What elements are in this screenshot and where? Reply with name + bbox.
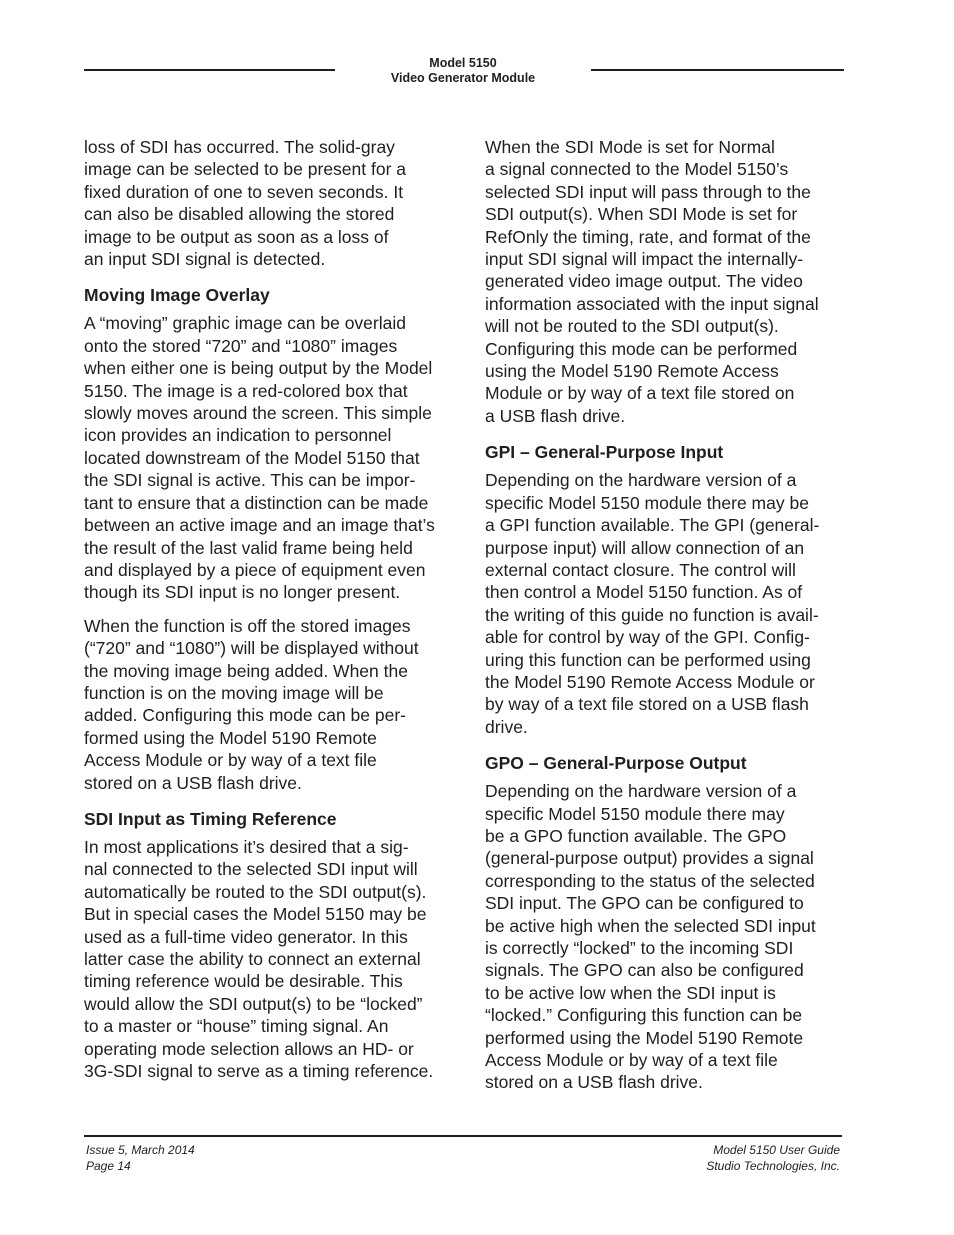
header-rule-right <box>591 69 844 71</box>
footer-page-number: Page 14 <box>86 1158 131 1173</box>
text-line: between an active image and an image that’s <box>84 515 435 536</box>
text-line: specific Model 5150 module there may be <box>485 492 809 513</box>
text-line: information associated with the input signal <box>485 293 819 314</box>
text-line: latter case the ability to connect an external <box>84 949 421 969</box>
footer-right <box>706 1143 840 1174</box>
text-line: stored on a USB flash drive. <box>485 1072 703 1093</box>
paragraph-moving-image <box>84 312 462 603</box>
footer-issue: Issue 5, March 2014 <box>86 1143 195 1157</box>
text-line: the result of the last valid frame being held <box>84 537 413 558</box>
paragraph-sdi-timing <box>84 836 462 1082</box>
text-line: When the SDI Mode is set for Normal <box>485 137 775 157</box>
text-line: stored on a USB flash drive. <box>84 772 302 793</box>
text-line: used as a full-time video generator. In this <box>84 926 408 947</box>
text-line: Depending on the hardware version of a <box>485 470 797 491</box>
text-line: icon provides an indication to personnel <box>84 425 392 446</box>
text-line: then control a Model 5150 function. As of <box>485 582 803 603</box>
text-line: be active high when the selected SDI input <box>485 915 816 936</box>
paragraph-moving-image-config <box>84 615 462 794</box>
text-line: slowly moves around the screen. This simple <box>84 403 432 424</box>
text-line: by way of a text file stored on a USB flash <box>485 694 809 715</box>
text-line: an input SDI signal is detected. <box>84 249 326 270</box>
heading-sdi-timing-reference: SDI Input as Timing Reference <box>84 808 337 829</box>
text-line: the SDI signal is active. This can be impor- <box>84 470 416 491</box>
text-line: uring this function can be performed using <box>485 649 811 670</box>
text-line: though its SDI input is no longer present. <box>84 582 401 603</box>
text-line: SDI input. The GPO can be configured to <box>485 893 804 914</box>
text-line: to be active low when the SDI input is <box>485 982 776 1003</box>
footer-company: Studio Technologies, Inc. <box>706 1158 840 1173</box>
text-line: In most applications it’s desired that a sig- <box>84 836 409 857</box>
text-line: external contact closure. The control will <box>485 559 796 580</box>
text-line: When the function is off the stored images <box>84 615 411 636</box>
text-line: formed using the Model 5190 Remote <box>84 727 377 748</box>
text-line: signals. The GPO can also be configured <box>485 960 804 981</box>
text-line: Module or by way of a text file stored on <box>485 383 795 404</box>
text-line: drive. <box>485 716 528 737</box>
text-line: image to be output as soon as a loss of <box>84 226 389 247</box>
text-line: fixed duration of one to seven seconds. It <box>84 181 404 202</box>
text-line: loss of SDI has occurred. The solid-gray <box>84 137 395 157</box>
text-line: 5150. The image is a red-colored box that <box>84 380 408 401</box>
text-line: But in special cases the Model 5150 may be <box>84 904 427 925</box>
text-line: Access Module or by way of a text file <box>485 1050 778 1071</box>
footer-left <box>86 1143 195 1174</box>
text-line: purpose input) will allow connection of an <box>485 537 805 558</box>
text-line: timing reference would be desirable. This <box>84 971 403 992</box>
paragraph-sdi-mode <box>485 136 850 427</box>
text-line: a signal connected to the Model 5150’s <box>485 159 789 180</box>
text-line: able for control by way of the GPI. Config- <box>485 627 810 648</box>
text-line: would allow the SDI output(s) to be “locked” <box>84 993 423 1014</box>
text-line: operating mode selection allows an HD- or <box>84 1038 414 1059</box>
text-line: performed using the Model 5190 Remote <box>485 1027 804 1048</box>
text-line: (general-purpose output) provides a signal <box>485 848 814 869</box>
text-line: automatically be routed to the SDI output(s). <box>84 881 427 902</box>
header-rule-left <box>84 69 335 71</box>
text-line: can also be disabled allowing the stored <box>84 204 395 225</box>
footer-rule <box>84 1135 842 1137</box>
text-line: specific Model 5150 module there may <box>485 803 785 824</box>
left-column <box>84 136 462 1082</box>
text-line: the moving image being added. When the <box>84 660 408 681</box>
text-line: A “moving” graphic image can be overlaid <box>84 313 406 334</box>
text-line: SDI output(s). When SDI Mode is set for <box>485 204 798 225</box>
text-line: Depending on the hardware version of a <box>485 781 797 802</box>
paragraph-sdi-loss <box>84 136 462 270</box>
text-line: “locked.” Configuring this function can be <box>485 1005 803 1026</box>
footer-guide-title: Model 5150 User Guide <box>713 1143 840 1157</box>
text-line: the writing of this guide no function is avail- <box>485 604 819 625</box>
text-line: RefOnly the timing, rate, and format of the <box>485 226 811 247</box>
text-line: and displayed by a piece of equipment even <box>84 559 426 580</box>
text-line: a GPI function available. The GPI (general- <box>485 515 820 536</box>
paragraph-gpo <box>485 780 850 1094</box>
text-line: selected SDI input will pass through to the <box>485 181 811 202</box>
header-title-line1: Model 5150 <box>429 56 497 70</box>
text-line: onto the stored “720” and “1080” images <box>84 335 398 356</box>
heading-gpo: GPO – General-Purpose Output <box>485 753 747 774</box>
text-line: generated video image output. The video <box>485 271 803 292</box>
text-line: using the Model 5190 Remote Access <box>485 361 779 382</box>
text-line: located downstream of the Model 5150 that <box>84 447 420 468</box>
text-line: (“720” and “1080”) will be displayed without <box>84 638 419 659</box>
text-line: corresponding to the status of the selected <box>485 870 815 891</box>
text-line: will not be routed to the SDI output(s). <box>485 316 779 337</box>
text-line: function is on the moving image will be <box>84 682 384 703</box>
text-line: to a master or “house” timing signal. An <box>84 1016 389 1037</box>
text-line: a USB flash drive. <box>485 405 626 426</box>
text-line: 3G-SDI signal to serve as a timing reference. <box>84 1061 434 1082</box>
text-line: input SDI signal will impact the internally- <box>485 249 804 270</box>
text-line: Configuring this mode can be performed <box>485 338 798 359</box>
text-line: image can be selected to be present for a <box>84 159 407 180</box>
text-line: nal connected to the selected SDI input will <box>84 859 418 880</box>
text-line: tant to ensure that a distinction can be made <box>84 492 429 513</box>
text-line: is correctly “locked” to the incoming SDI <box>485 938 794 958</box>
heading-moving-image-overlay: Moving Image Overlay <box>84 285 270 306</box>
paragraph-gpi <box>485 469 850 738</box>
text-line: the Model 5190 Remote Access Module or <box>485 671 815 692</box>
text-line: when either one is being output by the Model <box>84 358 433 379</box>
running-header <box>335 56 591 86</box>
header-title-line2: Video Generator Module <box>390 71 536 85</box>
text-line: be a GPO function available. The GPO <box>485 825 787 846</box>
heading-gpi: GPI – General-Purpose Input <box>485 442 724 463</box>
text-line: added. Configuring this mode can be per- <box>84 705 407 726</box>
right-column <box>485 136 850 1094</box>
text-line: Access Module or by way of a text file <box>84 750 377 771</box>
